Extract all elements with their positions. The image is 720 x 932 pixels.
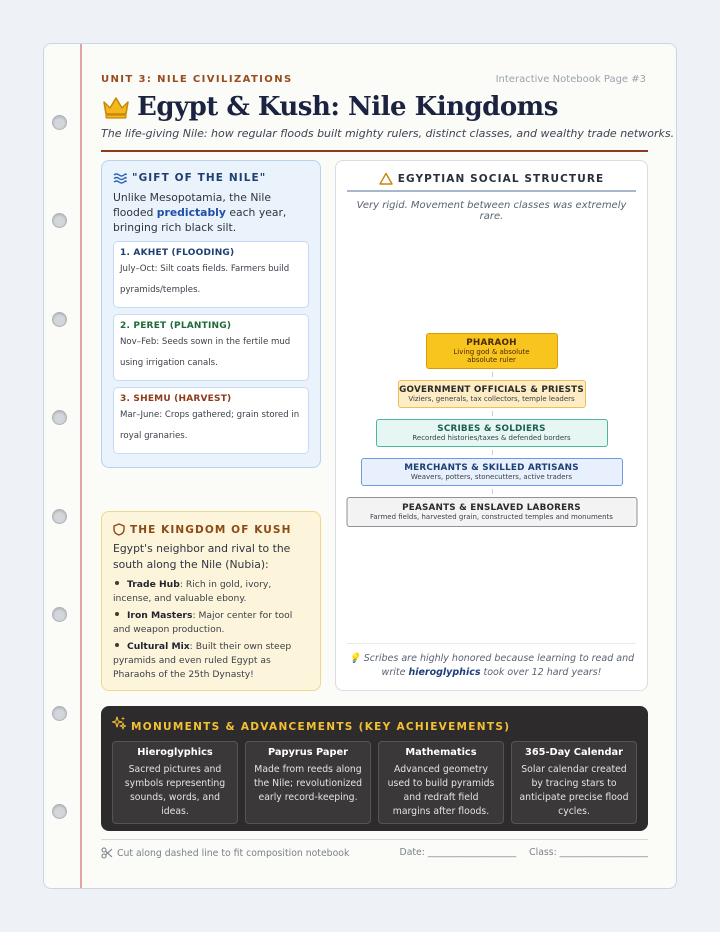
unit-label: UNIT 3: NILE CIVILIZATIONS — [101, 74, 293, 85]
cut-instruction — [101, 847, 349, 859]
monuments-card — [101, 706, 648, 831]
gift-of-nile-card — [101, 160, 321, 468]
date-class-fields — [400, 847, 648, 858]
lightbulb-icon: 💡 — [348, 653, 361, 664]
gift-of-nile-heading — [113, 172, 309, 184]
tier-merchants-artisans — [361, 458, 623, 486]
tier-officials-priests — [398, 380, 586, 408]
binder-hole — [52, 706, 67, 721]
kush-item-text: : Built their own steep pyramids and even ruled Egypt as Pharaohs of the 25th Dynasty! — [113, 641, 292, 680]
kush-item-text: : Major center for tool and weapon production. — [113, 610, 293, 635]
binder-hole — [52, 115, 67, 130]
tier-name: PHARAOH — [466, 338, 517, 348]
nile-lead-bold: predictably — [156, 206, 226, 219]
social-divider — [347, 190, 636, 192]
tier-name: SCRIBES & SOLDIERS — [437, 424, 546, 434]
achievement-desc: Made from reeds along the Nile; revolutionized early record-keeping. — [253, 764, 363, 803]
monuments-title: MONUMENTS & ADVANCEMENTS (KEY ACHIEVEMENTS) — [130, 721, 511, 733]
bullet-icon — [115, 581, 119, 585]
kush-item-label: Iron Masters — [127, 610, 193, 621]
title-row — [101, 92, 558, 122]
kush-item-label: Trade Hub — [127, 579, 180, 590]
season-title: 1. AKHET (FLOODING) — [120, 248, 235, 258]
season-title: 3. SHEMU (HARVEST) — [120, 394, 232, 404]
tier-pharaoh — [426, 333, 558, 369]
binder-hole — [52, 312, 67, 327]
binder-hole — [52, 213, 67, 228]
achievement-title: Papyrus Paper — [268, 747, 348, 758]
tier-name: GOVERNMENT OFFICIALS & PRIESTS — [399, 385, 584, 395]
tier-name: MERCHANTS & SKILLED ARTISANS — [404, 463, 579, 473]
binder-hole — [52, 509, 67, 524]
achievement-title: Hieroglyphics — [137, 747, 213, 758]
achievement-card — [112, 741, 238, 824]
list-item — [113, 578, 309, 606]
tier-desc: Viziers, generals, tax collectors, temple leaders — [408, 395, 575, 403]
tier-desc: Farmed fields, harvested grain, constructed temples and monuments — [370, 513, 613, 521]
page-title: Egypt & Kush: Nile Kingdoms — [137, 92, 558, 122]
margin-line — [80, 44, 82, 888]
achievement-desc: Solar calendar created by tracing stars to anticipate precise flood cycles. — [519, 764, 629, 817]
cut-text: Cut along dashed line to fit composition notebook — [117, 847, 350, 859]
nile-lead-text: Unlike Mesopotamia, the Nile flooded — [113, 191, 272, 219]
achievement-title: 365-Day Calendar — [525, 747, 623, 758]
achievement-card — [245, 741, 371, 824]
social-structure-card — [335, 160, 648, 691]
season-shemu — [113, 387, 309, 454]
sparkles-icon — [112, 716, 126, 730]
tier-scribes-soldiers — [376, 419, 608, 447]
tier-desc: Recorded histories/taxes & defended borders — [412, 434, 571, 442]
achievement-card — [511, 741, 637, 824]
achievement-card — [378, 741, 504, 824]
social-note: Very rigid. Movement between classes was extremely rare. — [356, 199, 627, 222]
class-field[interactable]: Class: ___________________ — [529, 847, 648, 858]
social-title: EGYPTIAN SOCIAL STRUCTURE — [397, 172, 605, 185]
achievement-desc: Advanced geometry used to build pyramids and redraft field margins after floods. — [387, 764, 495, 817]
kingdom-of-kush-card — [101, 511, 321, 691]
page-subtitle: The life-giving Nile: how regular floods built mighty rulers, distinct classes, and wealthy trade networks. — [101, 127, 675, 140]
social-heading — [347, 172, 636, 185]
pyramid-icon — [379, 172, 393, 185]
kush-title: THE KINGDOM OF KUSH — [130, 523, 292, 536]
monuments-heading — [112, 716, 637, 733]
season-desc: Nov–Feb: Seeds sown in the fertile mud using irrigation canals. — [120, 337, 291, 368]
bullet-icon — [115, 643, 119, 647]
achievement-desc: Sacred pictures and symbols representing sounds, words, and ideas. — [124, 764, 226, 817]
social-footnote — [347, 643, 636, 680]
kush-lead: Egypt's neighbor and rival to the south along the Nile (Nubia): — [113, 542, 291, 571]
season-peret — [113, 314, 309, 381]
footnote-bold: hieroglyphics — [408, 667, 481, 678]
achievement-title: Mathematics — [405, 747, 477, 758]
binder-hole — [52, 804, 67, 819]
gift-of-nile-title: "GIFT OF THE NILE" — [132, 172, 267, 184]
crown-icon — [101, 94, 131, 120]
notebook-page — [43, 43, 677, 889]
tier-connector — [492, 372, 493, 377]
season-title: 2. PERET (PLANTING) — [120, 321, 232, 331]
nile-lead-text-end: each year, bringing rich black silt. — [113, 206, 287, 234]
season-desc: Mar–June: Crops gathered; grain stored in royal granaries. — [120, 410, 300, 441]
title-divider — [101, 150, 648, 152]
tier-name: PEASANTS & ENSLAVED LABORERS — [402, 503, 581, 513]
tier-peasants-laborers — [346, 497, 637, 527]
kush-item-text: : Rich in gold, ivory, incense, and valuable ebony. — [113, 579, 272, 604]
kush-item-label: Cultural Mix — [127, 641, 190, 652]
tier-desc: Living god & absolute absolute ruler — [453, 348, 530, 364]
footnote-text: Scribes are highly honored because learning to read and write — [363, 653, 635, 678]
date-field[interactable]: Date: ___________________ — [399, 847, 517, 858]
list-item — [113, 640, 309, 682]
binder-hole — [52, 607, 67, 622]
scissors-icon — [101, 847, 113, 859]
footer-divider — [101, 839, 648, 840]
list-item — [113, 609, 309, 637]
kush-list — [113, 578, 309, 682]
season-desc: July–Oct: Silt coats fields. Farmers build pyramids/temples. — [120, 264, 290, 295]
waves-icon — [113, 172, 127, 184]
footnote-text-end: took over 12 hard years! — [480, 667, 602, 678]
tier-connector — [492, 411, 493, 416]
tier-connector — [492, 489, 493, 494]
tier-desc: Weavers, potters, stonecutters, active traders — [410, 473, 573, 481]
season-akhet — [113, 241, 309, 308]
monuments-grid — [112, 741, 637, 824]
kush-heading — [113, 523, 309, 536]
binder-hole — [52, 410, 67, 425]
nile-lead — [113, 190, 309, 235]
bullet-icon — [115, 612, 119, 616]
shield-icon — [113, 523, 125, 536]
page-label: Interactive Notebook Page #3 — [495, 74, 646, 85]
tier-connector — [492, 450, 493, 455]
